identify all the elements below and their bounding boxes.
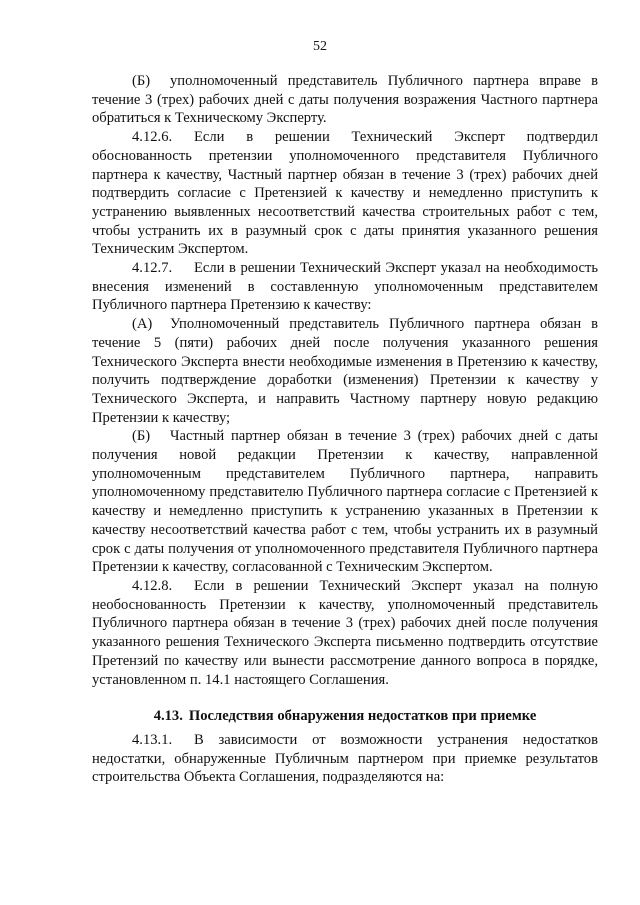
clause-b-new-edition	[92, 427, 598, 577]
clause-text: Если в решении Технический Эксперт указал на необходимость внесения изменений в составленную уполномоченным представителем Публичного партнера Претензию к качеству:	[92, 260, 598, 314]
clause-text: Если в решении Технический Эксперт подтвердил обоснованность претензии уполномоченного представителя Публичного партнера к качеству, Частный партнер обязан в течение 3 (трех) рабочих дней подтвердить согласие с Претензией к качеству и немедленно приступить к устранению выявленных несоответствий качества строительных работ с тем, чтобы устранить их в разумный срок с даты принятия указанного решения Техническим Экспертом.	[92, 129, 598, 258]
clause-text: уполномоченный представитель Публичного партнера вправе в течение 3 (трех) рабочих дней с даты получения возражения Частного партнера обратиться к Техническому Эксперту.	[92, 73, 598, 127]
clause-4-13-1	[92, 731, 598, 787]
clause-text: Частный партнер обязан в течение 3 (трех) рабочих дней с даты получения новой редакции Претензии к качеству, направленной уполномоченным представителем Публичного партнера, направить уполномоченному представителю Публичного партнера согласие с Претензией к качеству и немедленно приступить к устранению указанных в Претензии к качеству несоответствий качества работ с тем, чтобы устранить их в разумный срок с даты получения от уполномоченного представителя Публичного партнера Претензии к качеству, согласованной с Техническим Экспертом.	[92, 428, 598, 576]
clause-number: 4.12.7.	[132, 260, 173, 277]
clause-text: Уполномоченный представитель Публичного партнера обязан в течение 5 (пяти) рабочих дней после получения указанного решения Технического Эксперта внести необходимые изменения в Претензию к качеству, получить подтверждение доработки (изменения) Претензии к качеству у Технического Эксперта, и направить Частному партнеру новую редакцию Претензии к качеству;	[92, 316, 598, 426]
clause-number: (Б)	[132, 73, 151, 89]
clause-number: 4.12.6.	[132, 129, 173, 146]
clause-number: 4.13.1.	[132, 731, 173, 748]
clause-number: (А)	[132, 316, 153, 333]
clause-b-objection	[92, 72, 598, 128]
clause-number: 4.12.8.	[132, 577, 173, 594]
clause-number: (Б)	[132, 428, 151, 445]
clause-text: Если в решении Технический Эксперт указал на полную необоснованность Претензии к качеству, уполномоченный представитель Публичного партнера обязан в течение 3 (трех) рабочих дней после получения указанного решения Технического Эксперта письменно подтвердить отсутствие Претензий по качеству или вынести рассмотрение данного вопроса в порядке, установленном п. 14.1 настоящего Соглашения.	[92, 577, 598, 688]
clause-4-12-6	[92, 128, 598, 259]
section-number: 4.13.	[153, 708, 183, 725]
clause-a-amendments	[92, 315, 598, 427]
clause-4-12-7	[92, 259, 598, 315]
section-heading-4-13	[92, 707, 598, 726]
page-number: 52	[313, 39, 327, 54]
document-body	[92, 72, 598, 787]
clause-4-12-8	[92, 577, 598, 689]
clause-text: В зависимости от возможности устранения недостатков недостатки, обнаруженные Публичным партнером при приемке результатов строительства Объекта Соглашения, подразделяются на:	[92, 731, 598, 786]
section-title: Последствия обнаружения недостатков при приемке	[188, 708, 537, 725]
